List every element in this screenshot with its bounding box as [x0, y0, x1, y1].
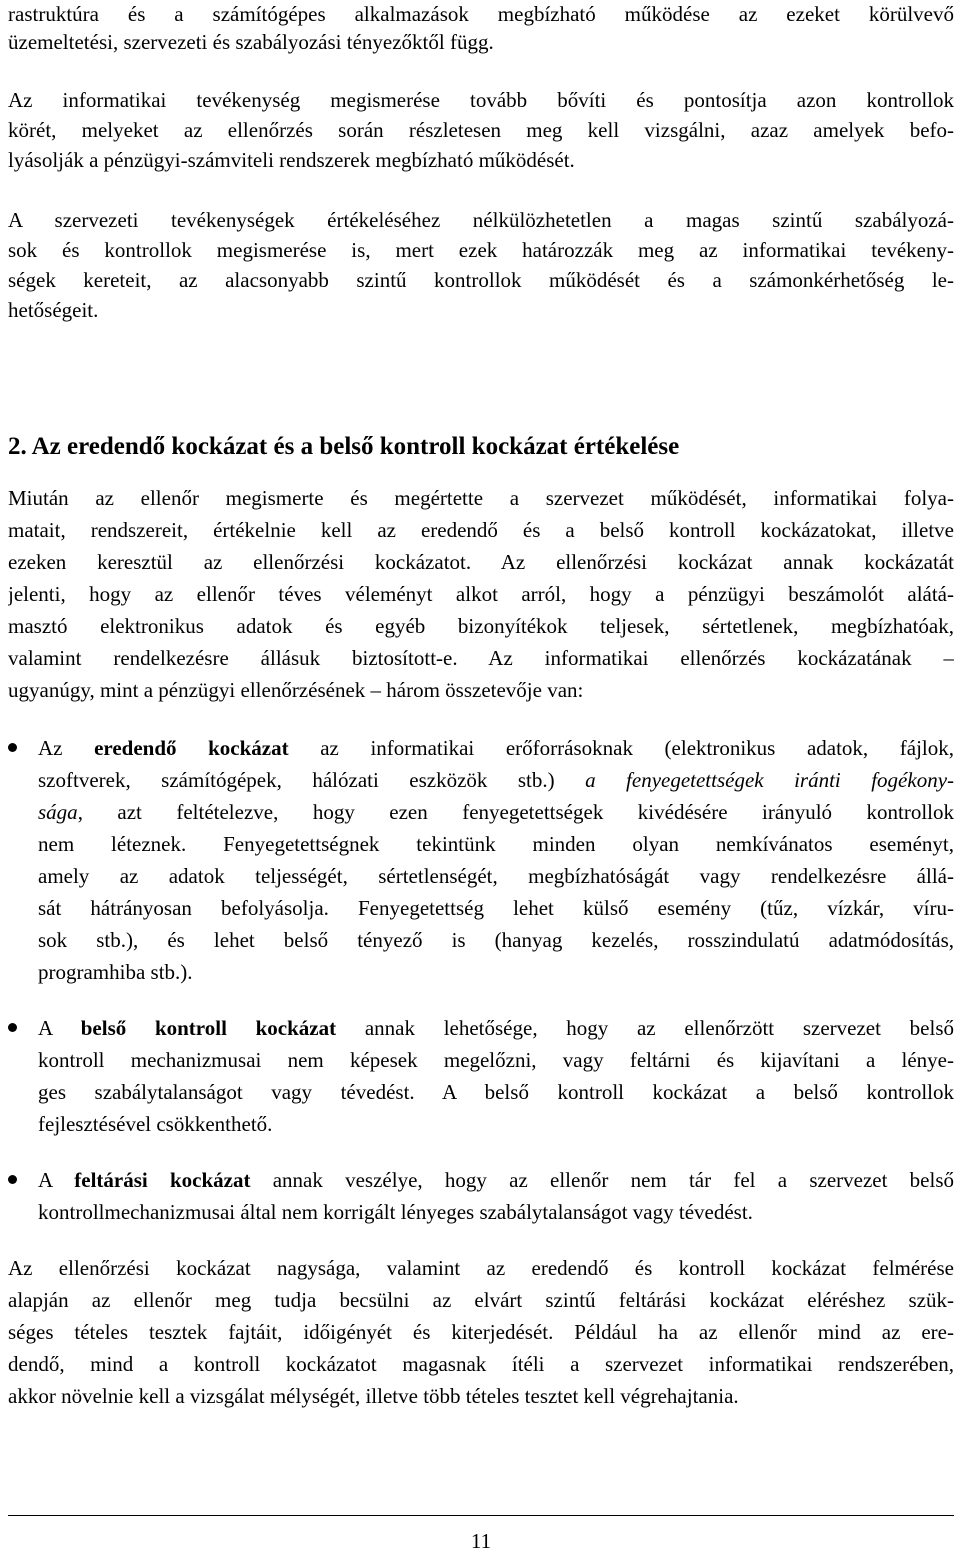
text-line: amely az adatok teljességét, sértetlenségét, megbízhatóságát vagy rendelkezésre állá-	[38, 864, 954, 888]
text-span: szoftverek, számítógépek, hálózati eszközök stb.)	[38, 768, 586, 792]
bullet-icon	[8, 1023, 17, 1032]
text-line: alapján az ellenőr meg tudja becsülni az elvárt szintű feltárási kockázat eléréshez szük-	[8, 1288, 954, 1312]
text-line: üzemeltetési, szervezeti és szabályozási tényezőktől függ.	[8, 30, 494, 54]
text-line: lyásolják a pénzügyi-számviteli rendszerek megbízható működését.	[8, 148, 575, 172]
text-line	[38, 734, 954, 762]
text-line: valamint rendelkezésre állásuk biztosított-e. Az informatikai ellenőrzés kockázatának –	[8, 646, 954, 670]
text-line: fejlesztésével csökkenthető.	[38, 1112, 273, 1136]
text-line: ges szabálytalanságot vagy tévedést. A belső kontroll kockázat a belső kontrollok	[38, 1080, 954, 1104]
text-line	[38, 798, 954, 826]
text-line: kontrollmechanizmusai által nem korrigált lényeges szabálytalanságot vagy tévedést.	[38, 1200, 753, 1224]
text-line: masztó elektronikus adatok és egyéb bizonyítékok teljesek, sértetlenek, megbízhatóak,	[8, 614, 954, 638]
text-line: akkor növelnie kell a vizsgálat mélységét, illetve több tételes tesztet kell végrehajtania.	[8, 1384, 739, 1408]
page-number: 11	[470, 1529, 492, 1553]
text-line: sát hátrányosan befolyásolja. Fenyegetettség lehet külső esemény (tűz, vízkár, víru-	[38, 896, 954, 920]
text-line	[38, 1014, 954, 1042]
italic-phrase: sága	[38, 800, 78, 824]
italic-phrase: a fenyegetettségek iránti fogékony-	[585, 768, 954, 792]
footer-divider	[8, 1515, 954, 1516]
text-line: ezeken keresztül az ellenőrzési kockázatot. Az ellenőrzési kockázat annak kockázatát	[8, 550, 954, 574]
text-line: programhiba stb.).	[38, 960, 193, 984]
text-line: dendő, mind a kontroll kockázatot magasnak ítéli a szervezet informatikai rendszerében,	[8, 1352, 954, 1376]
text-line: séges tételes tesztek fajtáit, időigényét és kiterjedését. Például ha az ellenőr mind az ere-	[8, 1320, 954, 1344]
text-line: kontroll mechanizmusai nem képesek megelőzni, vagy feltárni és kijavítani a lénye-	[38, 1048, 954, 1072]
text-line: Miután az ellenőr megismerte és megértette a szervezet működését, informatikai folya-	[8, 486, 954, 510]
text-line: Az ellenőrzési kockázat nagysága, valamint az eredendő és kontroll kockázat felmérése	[8, 1256, 954, 1280]
text-span: Az	[38, 736, 95, 760]
text-span: , azt feltételezve, hogy ezen fenyegetettségek kivédésére irányuló kontrollok	[77, 800, 954, 824]
text-line: körét, melyeket az ellenőrzés során részletesen meg kell vizsgálni, azaz amelyek befo-	[8, 118, 954, 142]
bold-term: belső kontroll kockázat	[80, 1016, 337, 1040]
bullet-icon	[8, 743, 17, 752]
text-line: sok stb.), és lehet belső tényező is (hanyag kezelés, rosszindulatú adatmódosítás,	[38, 928, 954, 952]
section-heading: 2. Az eredendő kockázat és a belső kontroll kockázat értékelése	[8, 433, 680, 460]
text-span: A	[38, 1168, 75, 1192]
text-line: A szervezeti tevékenységek értékeléséhez nélkülözhetetlen a magas szintű szabályozá-	[8, 208, 954, 232]
text-span: annak veszélye, hogy az ellenőr nem tár fel a szervezet belső	[250, 1168, 954, 1192]
text-line: sok és kontrollok megismerése is, mert ezek határozzák meg az informatikai tevékeny-	[8, 238, 954, 262]
text-line	[38, 1166, 954, 1194]
text-line: rastruktúra és a számítógépes alkalmazások megbízható működése az ezeket körülvevő	[8, 2, 954, 26]
text-line: ségek kereteit, az alacsonyabb szintű kontrollok működését és a számonkérhetőség le-	[8, 268, 954, 292]
text-line: hetőségeit.	[8, 298, 99, 322]
bold-term: feltárási kockázat	[74, 1168, 251, 1192]
text-line: jelenti, hogy az ellenőr téves véleményt alkot arról, hogy a pénzügyi beszámolót alátá-	[8, 582, 954, 606]
text-line	[38, 766, 954, 794]
text-line: ugyanúgy, mint a pénzügyi ellenőrzésének – három összetevője van:	[8, 678, 584, 702]
text-span: A	[38, 1016, 81, 1040]
text-span: annak lehetősége, hogy az ellenőrzött szervezet belső	[336, 1016, 954, 1040]
text-line: matait, rendszereit, értékelnie kell az eredendő és a belső kontroll kockázatokat, illetve	[8, 518, 954, 542]
text-span: az informatikai erőforrásoknak (elektronikus adatok, fájlok,	[288, 736, 954, 760]
bold-term: eredendő kockázat	[94, 736, 289, 760]
text-line: nem léteznek. Fenyegetettségnek tekintünk minden olyan nemkívánatos eseményt,	[38, 832, 954, 856]
text-line: Az informatikai tevékenység megismerése tovább bővíti és pontosítja azon kontrollok	[8, 88, 954, 112]
bullet-icon	[8, 1175, 17, 1184]
